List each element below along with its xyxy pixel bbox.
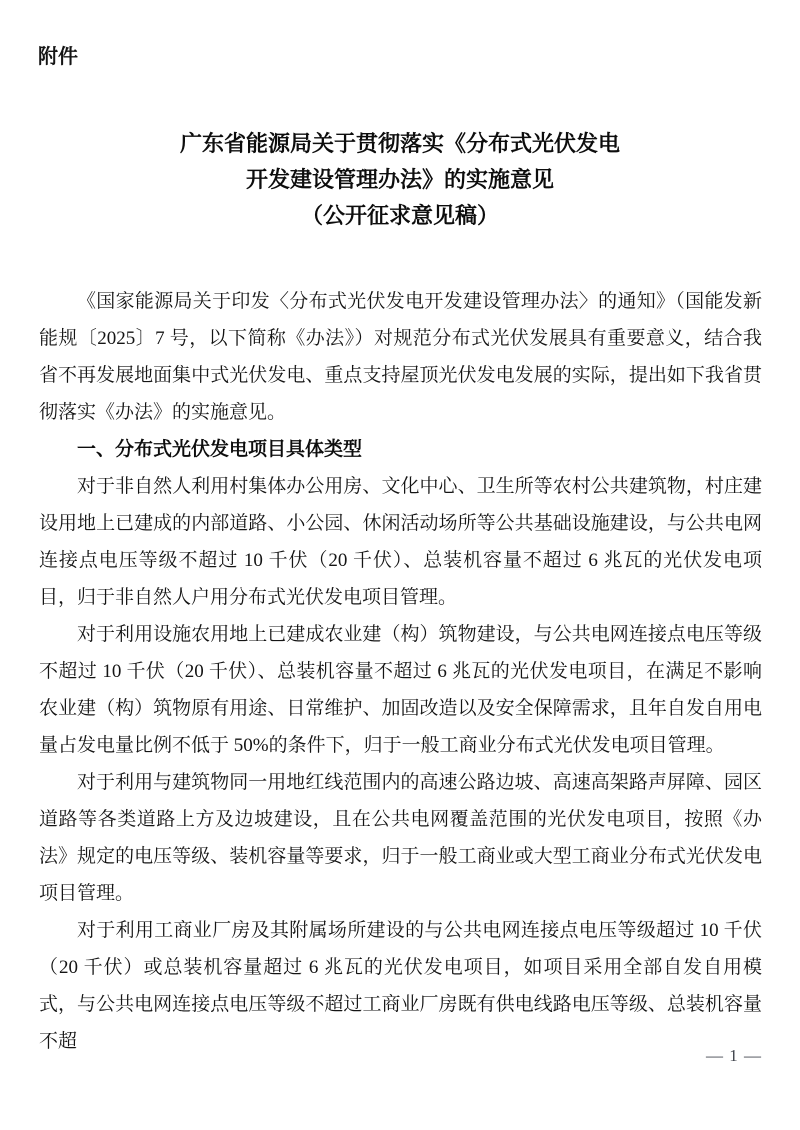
- document-title-line-3: （公开征求意见稿）: [300, 203, 499, 228]
- paragraph-agricultural-structures: 对于利用设施农用地上已建成农业建（构）筑物建设，与公共电网连接点电压等级不超过 10 千伏（20 千伏）、总装机容量不超过 6 兆瓦的光伏发电项目，在满足不影响农业建（构）筑物原有用途、日常维护、加固改造以及安全保障需求，且年自发自用电量占发电量比例不低于 50%的条件下，归于一般工商业分布式光伏发电项目管理。: [39, 624, 762, 756]
- page-number: — 1 —: [706, 1046, 762, 1065]
- document-title-line-1: 广东省能源局关于贯彻落实《分布式光伏发电: [179, 131, 620, 156]
- document-title: [0, 126, 800, 234]
- attachment-label: 附件: [38, 46, 78, 68]
- document-body: [39, 283, 762, 1060]
- document-title-line-2: 开发建设管理办法》的实施意见: [245, 167, 554, 192]
- paragraph-intro: 《国家能源局关于印发〈分布式光伏发电开发建设管理办法〉的通知》（国能发新能规〔2025〕7 号，以下简称《办法》）对规范分布式光伏发展具有重要意义，结合我省不再发展地面集中式光伏发电、重点支持屋顶光伏发电发展的实际，提出如下我省贯彻落实《办法》的实施意见。: [39, 291, 762, 423]
- section-heading-1: 一、分布式光伏发电项目具体类型: [77, 439, 363, 460]
- paragraph-industrial-plants: 对于利用工商业厂房及其附属场所建设的与公共电网连接点电压等级超过 10 千伏（20 千伏）或总装机容量超过 6 兆瓦的光伏发电项目，如项目采用全部自发自用模式，与公共电网连接点电压等级不超过工商业厂房既有供电线路电压等级、总装机容量不超: [39, 920, 762, 1052]
- paragraph-rural-public-buildings: 对于非自然人利用村集体办公用房、文化中心、卫生所等农村公共建筑物，村庄建设用地上已建成的内部道路、小公园、休闲活动场所等公共基础设施建设，与公共电网连接点电压等级不超过 10 千伏（20 千伏）、总装机容量不超过 6 兆瓦的光伏发电项目，归于非自然人户用分布式光伏发电项目管理。: [39, 476, 762, 608]
- paragraph-road-slopes: 对于利用与建筑物同一用地红线范围内的高速公路边坡、高速高架路声屏障、园区道路等各类道路上方及边坡建设，且在公共电网覆盖范围的光伏发电项目，按照《办法》规定的电压等级、装机容量等要求，归于一般工商业或大型工商业分布式光伏发电项目管理。: [39, 772, 762, 904]
